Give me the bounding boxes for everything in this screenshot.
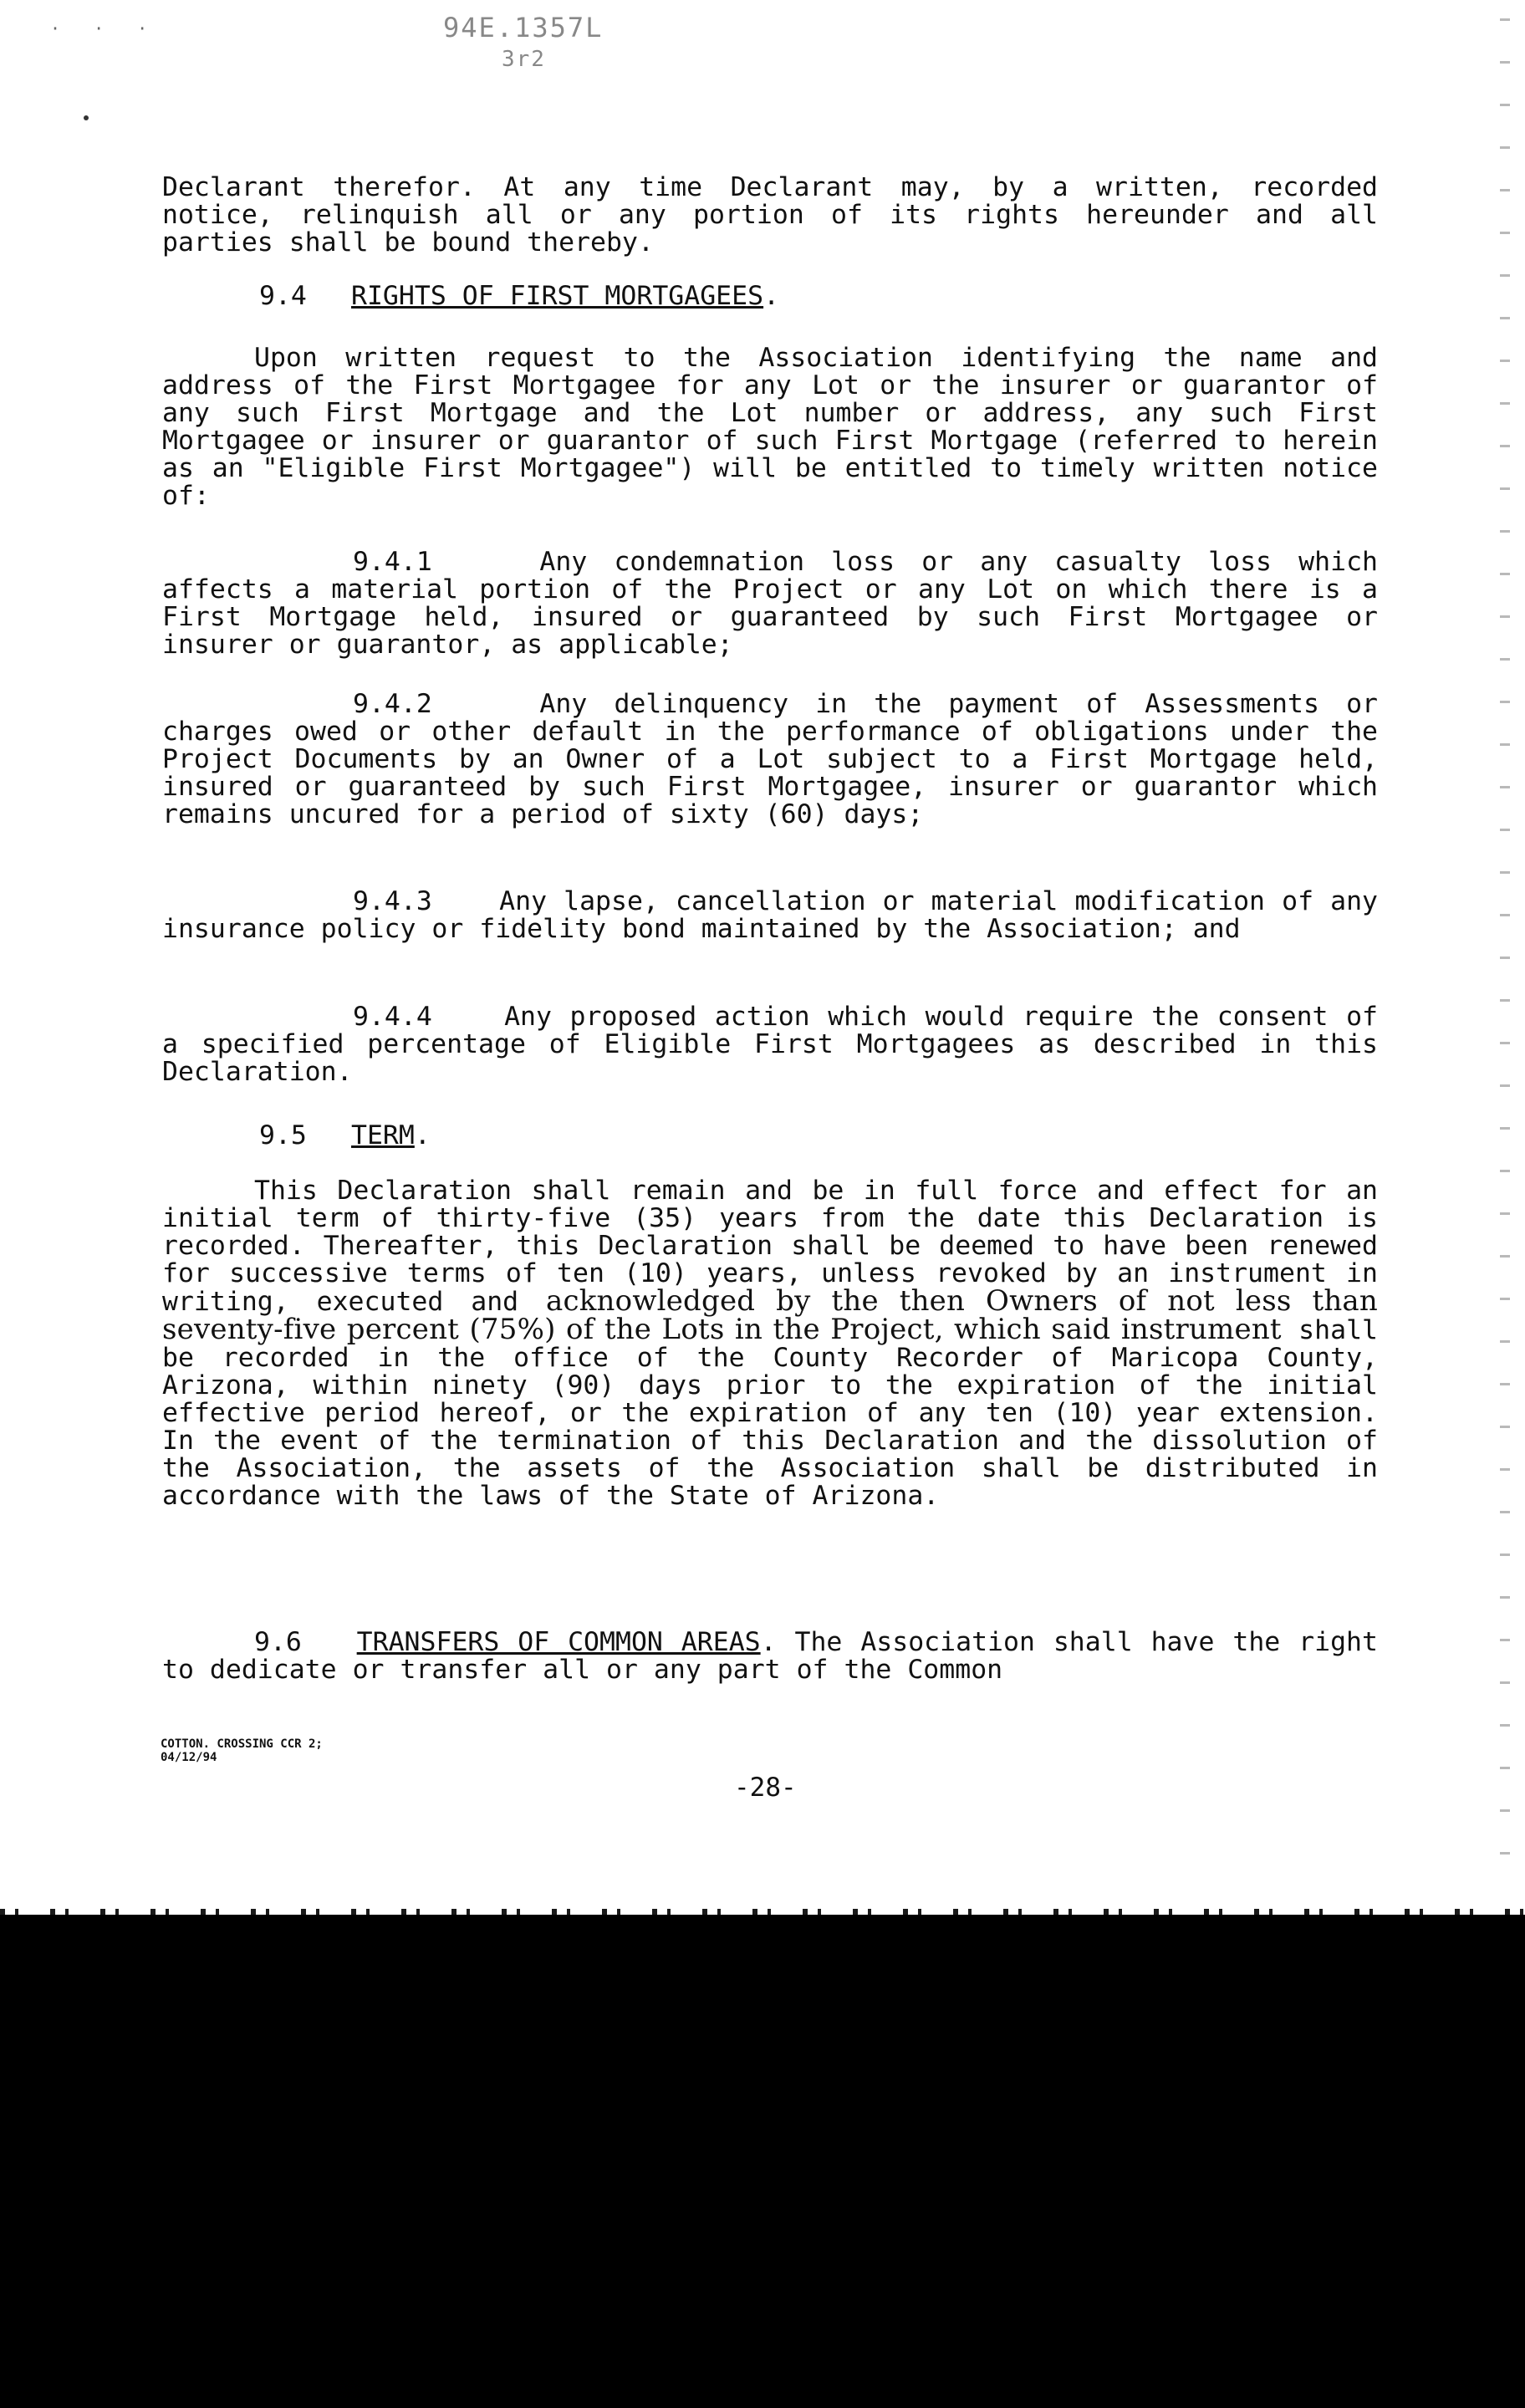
page-number: -28- <box>734 1773 797 1803</box>
paragraph-9-4-3: 9.4.3 Any lapse, cancellation or material modification of any insurance policy or fidelity bond maintained by the Association; and <box>162 886 1379 944</box>
paragraph-intro: Declarant therefor. At any time Declarant may, by a written, recorded notice, relinquish all or any portion of its rights hereunder and all parties shall be bound thereby. <box>162 172 1378 258</box>
heading-9-4: 9.4 RIGHTS OF FIRST MORTGAGEES. <box>259 281 780 311</box>
paragraph-9-4: Upon written request to the Association identifying the name and address of the First Mortgagee for any Lot or the insurer or guarantor of any such First Mortgage and the Lot number or address, any such First Mortgagee or insurer or guarantor of such First Mortgage (referred to herein as an "Eligible First Mortgagee") will be entitled to timely written notice of: <box>162 343 1378 511</box>
scan-black-band <box>0 1915 1525 2408</box>
recording-stamp <box>443 12 603 75</box>
paragraph-9-6: 9.6 TRANSFERS OF COMMON AREAS. The Association shall have the right to dedicate or transfer all or any part of the Common <box>162 1627 1378 1685</box>
heading-9-5: 9.5 TERM. <box>259 1120 431 1150</box>
paragraph-9-4-4: 9.4.4 Any proposed action which would require the consent of a specified percentage of Eligible First Mortgagees as described in this Declaration. <box>162 1002 1378 1087</box>
paragraph-9-4-1: 9.4.1 Any condemnation loss or any casualty loss which affects a material portion of the Project or any Lot on which there is a First Mortgage held, insured or guaranteed by such First Mortgagee or insurer or guarantor, as applicable; <box>162 547 1378 660</box>
paragraph-9-5-larger-type: acknowledged by the then Owners of not less than seventy-five percent (75%) of the Lots in the Project, which said instrument <box>162 1284 1378 1346</box>
paragraph-9-5: This Declaration shall remain and be in full force and effect for an initial term of thirty-five (35) years from the date this Declaration is recorded. Thereafter, this Declaration shall be deemed to have been renewed for successive terms of ten (10) years, unless revoked by an instrument in writing, executed and acknowledged by the then Owners of not less than seventy-five percent (75%) of the Lots in the Project, which said instrument shall be recorded in the office of the County Recorder of Maricopa County, Arizona, within ninety (90) days prior to the expiration of the initial effective period hereof, or the expiration of any ten (10) year extension. In the event of the termination of this Declaration and the dissolution of the Association, the assets of the Association shall be distributed in accordance with the laws of the State of Arizona. <box>162 1176 1378 1511</box>
scan-edge-artifact <box>1500 0 1510 1890</box>
heading-9-5-title: TERM <box>351 1120 415 1150</box>
heading-9-4-title: RIGHTS OF FIRST MORTGAGEES <box>351 281 764 311</box>
stamp-line-1: 94E.1357L <box>443 12 604 43</box>
scan-dot <box>84 115 89 120</box>
stamp-line-2: 3r2 <box>502 47 546 72</box>
heading-9-6-title: TRANSFERS OF COMMON AREAS <box>356 1627 761 1657</box>
document-footer-label: COTTON. CROSSING CCR 2; 04/12/94 <box>161 1737 323 1764</box>
scan-mark-top-left: · · · <box>50 18 160 38</box>
paragraph-9-4-2: 9.4.2 Any delinquency in the payment of Assessments or charges owed or other default in the performance of obligations under the Project Documents by an Owner of a Lot subject to a First Mortgage held, insured or guaranteed by such First Mortgagee, insurer or guarantor which remains uncured for a period of sixty (60) days; <box>162 689 1378 829</box>
